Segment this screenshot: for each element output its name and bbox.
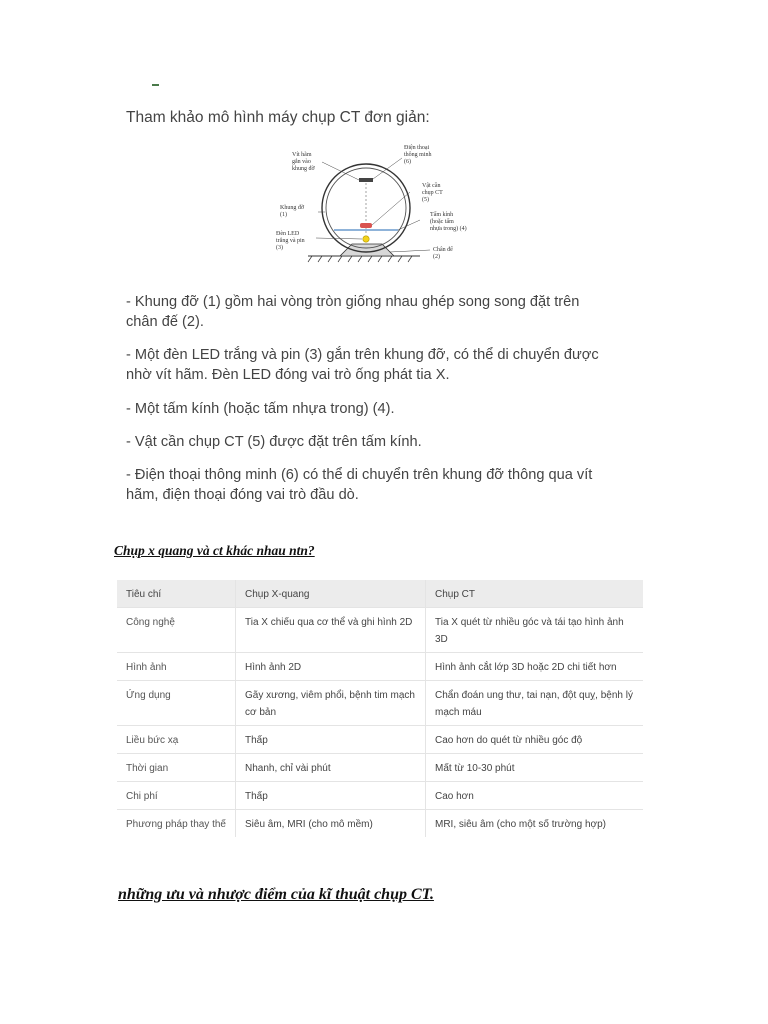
label-dien-thoai: Điện thoại thông minh (6)	[404, 145, 432, 165]
ground-hatching	[308, 256, 412, 262]
table-cell: Thấp	[236, 782, 426, 810]
table-cell: Hình ảnh cắt lớp 3D hoặc 2D chi tiết hơn	[426, 653, 644, 681]
paragraph-dien-thoai: - Điện thoại thông minh (6) có thể di chuyển trên khung đỡ thông qua vít hãm, điện thoại đóng vai trò đầu dò.	[126, 467, 593, 503]
table-cell: Nhanh, chỉ vài phút	[236, 754, 426, 782]
ct-model-diagram	[270, 140, 480, 270]
table-cell: Tia X quét từ nhiều góc và tái tạo hình ảnh 3D	[426, 608, 644, 653]
table-cell: MRI, siêu âm (cho một số trường hợp)	[426, 810, 644, 838]
label-khung-do: Khung đỡ (1)	[280, 205, 305, 218]
table-cell: Siêu âm, MRI (cho mô mềm)	[236, 810, 426, 838]
base-stand	[340, 244, 394, 256]
table-cell: Liều bức xạ	[117, 726, 236, 754]
decorative-dash	[152, 84, 159, 86]
header-criteria: Tiêu chí	[117, 580, 236, 608]
table-cell: Chẩn đoán ung thư, tai nạn, đột quỵ, bệnh lý mạch máu	[426, 681, 644, 726]
header-xray: Chụp X-quang	[236, 580, 426, 608]
table-cell: Cao hơn do quét từ nhiều góc độ	[426, 726, 644, 754]
object-shape	[360, 223, 372, 228]
label-den-led: Đèn LED trắng và pin (3)	[276, 231, 305, 251]
table-cell: Cao hơn	[426, 782, 644, 810]
led-shape	[363, 236, 369, 242]
table-row	[117, 726, 643, 754]
paragraph-vat-can: - Vật cần chụp CT (5) được đặt trên tấm kính.	[126, 434, 422, 450]
table-header-row	[117, 580, 643, 608]
paragraph-tam-kinh: - Một tấm kính (hoặc tấm nhựa trong) (4).	[126, 401, 395, 417]
header-ct: Chụp CT	[426, 580, 644, 608]
table-cell: Công nghệ	[117, 608, 236, 653]
table-cell: Mất từ 10-30 phút	[426, 754, 644, 782]
table-row	[117, 681, 643, 726]
phone-shape	[359, 178, 373, 182]
intro-text: Tham khảo mô hình máy chụp CT đơn giản:	[126, 109, 430, 126]
table-cell: Hình ảnh 2D	[236, 653, 426, 681]
paragraph-khung-do: - Khung đỡ (1) gồm hai vòng tròn giống nhau ghép song song đặt trên chân đế (2).	[126, 294, 580, 330]
table-cell: Chi phí	[117, 782, 236, 810]
table-row	[117, 653, 643, 681]
paragraph-den-led: - Một đèn LED trắng và pin (3) gắn trên khung đỡ, có thể di chuyển được nhờ vít hãm. Đèn LED đóng vai trò ống phát tia X.	[126, 347, 599, 383]
table-cell: Tia X chiếu qua cơ thể và ghi hình 2D	[236, 608, 426, 653]
table-row	[117, 754, 643, 782]
label-vit-ham: Vít hãm gắn vào khung đỡ	[292, 152, 315, 172]
table-row	[117, 810, 643, 838]
pros-cons-heading: những ưu và nhược điểm của kĩ thuật chụp CT.	[118, 886, 434, 903]
table-cell: Gãy xương, viêm phổi, bệnh tim mạch cơ bản	[236, 681, 426, 726]
table-cell: Thời gian	[117, 754, 236, 782]
table-row	[117, 608, 643, 653]
table-cell: Ứng dụng	[117, 681, 236, 726]
comparison-table	[117, 580, 643, 837]
label-tam-kinh: Tấm kính (hoặc tấm nhựa trong) (4)	[430, 212, 467, 232]
table-row	[117, 782, 643, 810]
label-chan-de: Chân đế (2)	[433, 247, 453, 260]
comparison-question: Chụp x quang và ct khác nhau ntn?	[114, 543, 315, 558]
table-cell: Phương pháp thay thế	[126, 819, 226, 830]
table-cell: Hình ảnh	[117, 653, 236, 681]
table-cell: Thấp	[236, 726, 426, 754]
label-vat-can: Vật cần chụp CT (5)	[422, 183, 443, 203]
